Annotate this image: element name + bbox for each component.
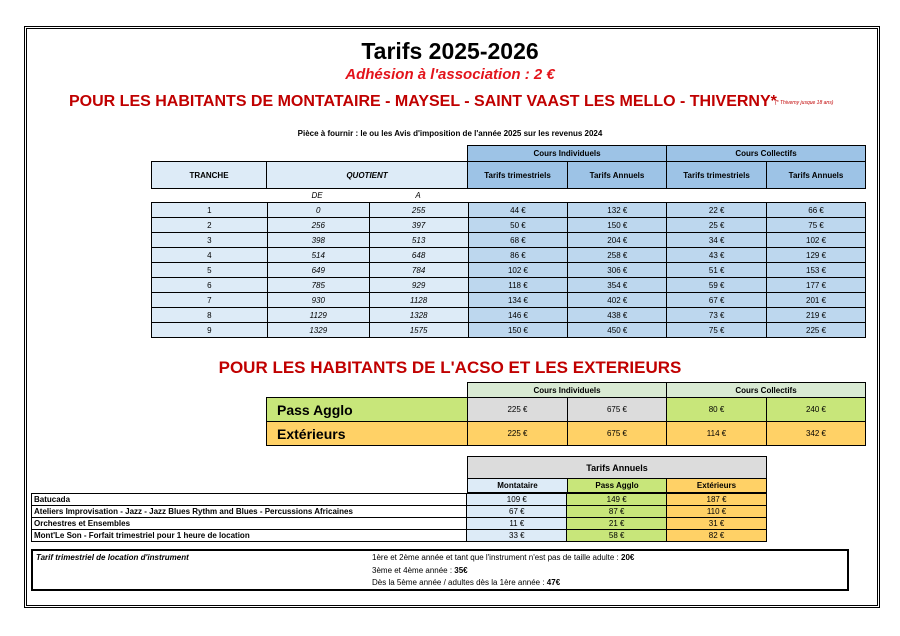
price-pass-agglo: 149 €: [567, 494, 667, 506]
indiv-trim-cell: 50 €: [468, 218, 568, 233]
indiv-annuel-cell: 402 €: [568, 293, 667, 308]
coll-trim-cell: 51 €: [667, 263, 767, 278]
price-montataire: 109 €: [467, 494, 567, 506]
quotient-de-cell: 930: [267, 293, 369, 308]
quotient-de-cell: 256: [267, 218, 369, 233]
header-indiv-trimestriels: Tarifs trimestriels: [467, 161, 568, 189]
header-coll-annuels: Tarifs Annuels: [766, 161, 866, 189]
tranche-cell: 1: [152, 203, 268, 218]
location-line-2-text: 3ème et 4ème année :: [372, 566, 455, 575]
location-line-1: [372, 553, 634, 562]
indiv-annuel-cell: 306 €: [568, 263, 667, 278]
indiv-trim-cell: 150 €: [468, 323, 568, 338]
coll-trim-cell: 22 €: [667, 203, 767, 218]
coll-trim-cell: 25 €: [667, 218, 767, 233]
indiv-annuel-cell: 438 €: [568, 308, 667, 323]
required-documents: Pièce à fournir : le ou les Avis d'imposition de l'année 2025 sur les revenus 2024: [297, 129, 603, 138]
quotient-a-cell: 513: [369, 233, 468, 248]
exterieurs-coll-annuel: 342 €: [766, 421, 866, 446]
tranche-row: [152, 263, 866, 278]
t2-group-collectifs: Cours Collectifs: [666, 382, 866, 398]
activity-row: [32, 530, 767, 542]
page-title: Tarifs 2025-2026: [361, 38, 539, 64]
quotient-a-cell: 1575: [369, 323, 468, 338]
activity-label: Mont'Le Son - Forfait trimestriel pour 1 heure de location: [32, 530, 467, 542]
t2-group-individuels: Cours Individuels: [467, 382, 667, 398]
location-box: [31, 549, 849, 591]
quotient-a-cell: 648: [369, 248, 468, 263]
activity-label: Batucada: [32, 494, 467, 506]
quotient-de-cell: 1329: [267, 323, 369, 338]
activity-label: Ateliers Improvisation - Jazz - Jazz Blues Rythm and Blues - Percussions Africaines: [32, 506, 467, 518]
tranche-row: [152, 278, 866, 293]
tranche-cell: 7: [152, 293, 268, 308]
activity-row: [32, 506, 767, 518]
header-quotient: QUOTIENT: [266, 161, 468, 189]
quotient-de-cell: 398: [267, 233, 369, 248]
coll-annuel-cell: 66 €: [767, 203, 866, 218]
tranche-cell: 8: [152, 308, 268, 323]
tranche-row: [152, 323, 866, 338]
indiv-trim-cell: 86 €: [468, 248, 568, 263]
price-montataire: 11 €: [467, 518, 567, 530]
price-montataire: 67 €: [467, 506, 567, 518]
header-de: DE: [311, 191, 323, 200]
group-header-collectifs: Cours Collectifs: [666, 145, 866, 162]
quotient-a-cell: 1128: [369, 293, 468, 308]
location-label: Tarif trimestriel de location d'instrument: [36, 553, 189, 562]
indiv-annuel-cell: 132 €: [568, 203, 667, 218]
indiv-annuel-cell: 150 €: [568, 218, 667, 233]
tarifs-annuels-title: Tarifs Annuels: [467, 456, 767, 479]
quotient-a-cell: 1328: [369, 308, 468, 323]
tranche-row: [152, 308, 866, 323]
quotient-de-cell: 1129: [267, 308, 369, 323]
indiv-trim-cell: 68 €: [468, 233, 568, 248]
col-montataire: Montataire: [467, 478, 568, 493]
indiv-trim-cell: 134 €: [468, 293, 568, 308]
indiv-trim-cell: 102 €: [468, 263, 568, 278]
price-exterieurs: 82 €: [667, 530, 767, 542]
indiv-trim-cell: 118 €: [468, 278, 568, 293]
col-pass-agglo: Pass Agglo: [567, 478, 667, 493]
indiv-annuel-cell: 204 €: [568, 233, 667, 248]
header-tranche: TRANCHE: [151, 161, 267, 189]
exterieurs-indiv-annuel: 675 €: [567, 421, 667, 446]
tranche-cell: 3: [152, 233, 268, 248]
indiv-trim-cell: 146 €: [468, 308, 568, 323]
coll-annuel-cell: 177 €: [767, 278, 866, 293]
indiv-annuel-cell: 450 €: [568, 323, 667, 338]
tranche-row: [152, 203, 866, 218]
pass-agglo-indiv-trim: 225 €: [467, 397, 568, 422]
location-line-3-text: Dès la 5ème année / adultes dès la 1ère année :: [372, 578, 547, 587]
quotient-de-cell: 0: [267, 203, 369, 218]
tranche-row: [152, 233, 866, 248]
indiv-annuel-cell: 258 €: [568, 248, 667, 263]
coll-annuel-cell: 153 €: [767, 263, 866, 278]
tranche-cell: 5: [152, 263, 268, 278]
activities-table: [31, 493, 767, 542]
location-line-3-price: 47€: [546, 578, 561, 587]
section1-title: POUR LES HABITANTS DE MONTATAIRE - MAYSEL - SAINT VAAST LES MELLO - THIVERNY*: [69, 93, 777, 110]
coll-trim-cell: 59 €: [667, 278, 767, 293]
indiv-trim-cell: 44 €: [468, 203, 568, 218]
activity-row: [32, 518, 767, 530]
pass-agglo-coll-annuel: 240 €: [766, 397, 866, 422]
tranches-table: [151, 202, 866, 338]
coll-annuel-cell: 129 €: [767, 248, 866, 263]
coll-annuel-cell: 225 €: [767, 323, 866, 338]
header-indiv-annuels: Tarifs Annuels: [567, 161, 667, 189]
tranche-cell: 9: [152, 323, 268, 338]
coll-annuel-cell: 201 €: [767, 293, 866, 308]
section2-title: POUR LES HABITANTS DE L'ACSO ET LES EXTERIEURS: [218, 358, 682, 377]
price-exterieurs: 110 €: [667, 506, 767, 518]
coll-trim-cell: 67 €: [667, 293, 767, 308]
pass-agglo-coll-trim: 80 €: [666, 397, 767, 422]
quotient-de-cell: 785: [267, 278, 369, 293]
tranche-cell: 6: [152, 278, 268, 293]
quotient-a-cell: 784: [369, 263, 468, 278]
quotient-a-cell: 255: [369, 203, 468, 218]
tranche-row: [152, 218, 866, 233]
tranche-row: [152, 248, 866, 263]
exterieurs-coll-trim: 114 €: [666, 421, 767, 446]
quotient-de-cell: 514: [267, 248, 369, 263]
pass-agglo-indiv-annuel: 675 €: [567, 397, 667, 422]
group-header-individuels: Cours Individuels: [467, 145, 667, 162]
coll-trim-cell: 43 €: [667, 248, 767, 263]
tranche-row: [152, 293, 866, 308]
exterieurs-label: Extérieurs: [266, 421, 468, 446]
price-montataire: 33 €: [467, 530, 567, 542]
header-a: A: [415, 191, 421, 200]
quotient-de-cell: 649: [267, 263, 369, 278]
quotient-a-cell: 397: [369, 218, 468, 233]
activity-row: [32, 494, 767, 506]
coll-trim-cell: 75 €: [667, 323, 767, 338]
coll-annuel-cell: 219 €: [767, 308, 866, 323]
location-line-3: [372, 578, 560, 587]
location-line-2: [372, 566, 468, 575]
price-pass-agglo: 21 €: [567, 518, 667, 530]
location-line-1-text: 1ère et 2ème année et tant que l'instrument n'est pas de taille adulte :: [372, 553, 621, 562]
coll-trim-cell: 34 €: [667, 233, 767, 248]
coll-trim-cell: 73 €: [667, 308, 767, 323]
section1-footnote: (* Thiverny jusque 18 ans): [775, 100, 834, 106]
tranche-cell: 2: [152, 218, 268, 233]
price-exterieurs: 31 €: [667, 518, 767, 530]
quotient-a-cell: 929: [369, 278, 468, 293]
header-coll-trimestriels: Tarifs trimestriels: [666, 161, 767, 189]
location-line-2-price: 35€: [454, 566, 468, 575]
coll-annuel-cell: 102 €: [767, 233, 866, 248]
membership-fee: Adhésion à l'association : 2 €: [345, 66, 555, 83]
activity-label: Orchestres et Ensembles: [32, 518, 467, 530]
location-line-1-price: 20€: [621, 553, 635, 562]
price-exterieurs: 187 €: [667, 494, 767, 506]
col-exterieurs: Extérieurs: [666, 478, 767, 493]
price-pass-agglo: 87 €: [567, 506, 667, 518]
pass-agglo-label: Pass Agglo: [266, 397, 468, 422]
exterieurs-indiv-trim: 225 €: [467, 421, 568, 446]
tranche-cell: 4: [152, 248, 268, 263]
indiv-annuel-cell: 354 €: [568, 278, 667, 293]
coll-annuel-cell: 75 €: [767, 218, 866, 233]
price-pass-agglo: 58 €: [567, 530, 667, 542]
